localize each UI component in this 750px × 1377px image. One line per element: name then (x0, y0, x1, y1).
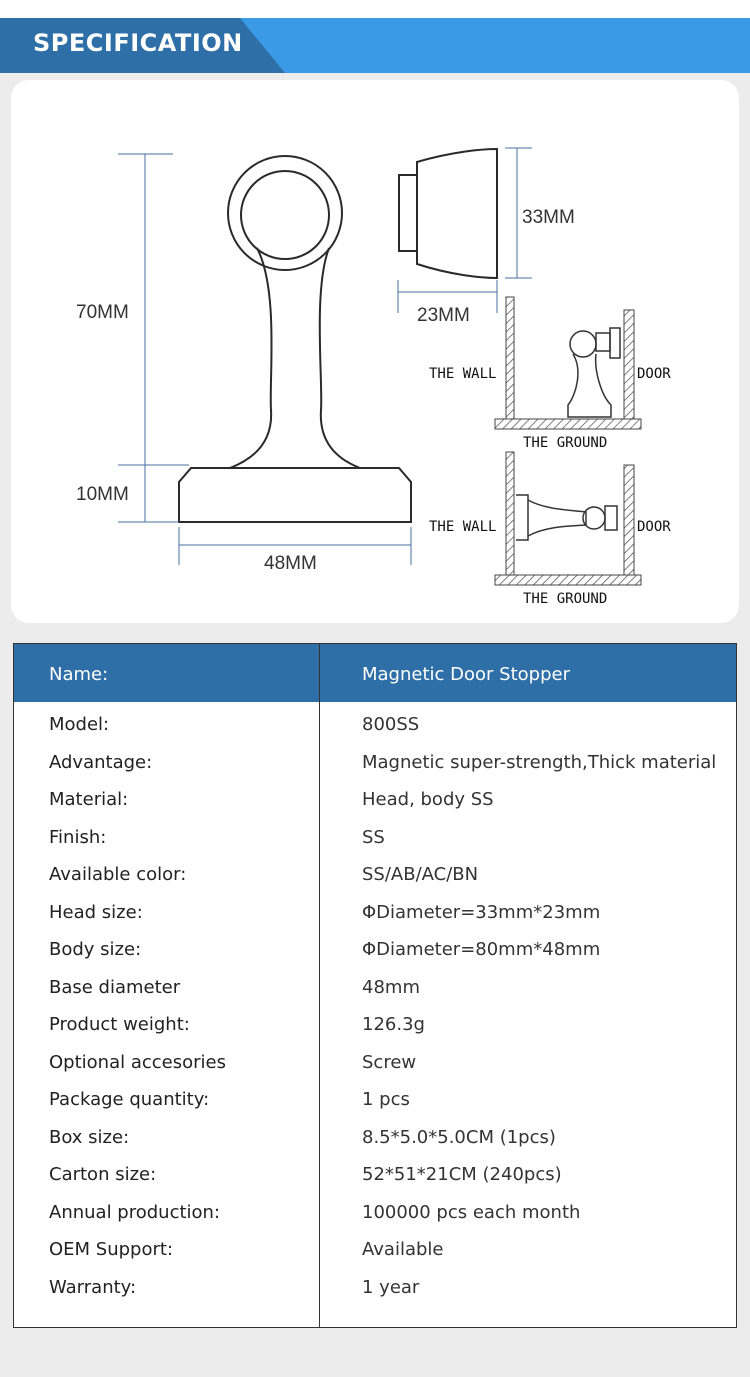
row-key: OEM Support: (49, 1239, 174, 1260)
row-value: 1 year (362, 1277, 420, 1298)
install2-ground-label: THE GROUND (523, 591, 608, 607)
row-key: Material: (49, 789, 129, 810)
ground-hatch-2 (495, 575, 641, 585)
install1-door-label: DOOR (637, 366, 671, 382)
table-row (14, 781, 736, 818)
table-row (14, 744, 736, 781)
dim-base-width-label: 48MM (264, 553, 317, 574)
table-row (14, 1006, 736, 1043)
top-strip (0, 0, 750, 18)
table-row (14, 1044, 736, 1081)
table-row (14, 819, 736, 856)
ground-hatch (495, 419, 641, 429)
row-key: Available color: (49, 864, 187, 885)
row-key: Advantage: (49, 752, 153, 773)
door-hatch-2 (624, 465, 634, 575)
stopper-head-inner (241, 171, 329, 259)
table-row (14, 856, 736, 893)
table-row (14, 931, 736, 968)
header-value: Magnetic Door Stopper (362, 664, 570, 685)
row-key: Base diameter (49, 977, 181, 998)
section-banner (0, 18, 750, 73)
table-row (14, 969, 736, 1006)
row-key: Model: (49, 714, 110, 735)
stopper-body (230, 248, 360, 468)
row-key: Body size: (49, 939, 142, 960)
row-key: Finish: (49, 827, 107, 848)
row-value: Screw (362, 1052, 417, 1073)
install2-door-label: DOOR (637, 519, 671, 535)
dim-base-height-label: 10MM (76, 484, 129, 505)
spec-table (13, 643, 737, 1328)
spec-table-header (14, 644, 736, 702)
row-value: 100000 pcs each month (362, 1202, 581, 1223)
dimension-diagram (11, 80, 739, 623)
row-key: Package quantity: (49, 1089, 210, 1110)
diagram-svg (11, 80, 739, 623)
stopper-front-view (179, 156, 411, 522)
head-magnet (417, 149, 497, 278)
table-row (14, 706, 736, 743)
table-row (14, 1194, 736, 1231)
wall-hatch-2 (506, 452, 514, 575)
install2-wall-label: THE WALL (429, 519, 497, 535)
head-mount-plate (399, 175, 417, 251)
dimension-lines (118, 148, 532, 565)
table-row (14, 1156, 736, 1193)
row-value: ΦDiameter=80mm*48mm (362, 939, 601, 960)
table-row (14, 1231, 736, 1268)
table-row (14, 1119, 736, 1156)
install1-wall-label: THE WALL (429, 366, 497, 382)
banner-title: SPECIFICATION (33, 29, 243, 57)
row-value: 52*51*21CM (240pcs) (362, 1164, 562, 1185)
wall-hatch (506, 297, 514, 419)
row-key: Product weight: (49, 1014, 190, 1035)
dim-head-height-label: 33MM (522, 207, 575, 228)
install-wall-mount (429, 452, 671, 607)
header-key: Name: (49, 664, 109, 685)
row-value: SS (362, 827, 385, 848)
row-key: Head size: (49, 902, 143, 923)
row-key: Annual production: (49, 1202, 221, 1223)
door-hatch (624, 310, 634, 419)
table-row (14, 1081, 736, 1118)
install1-ground-label: THE GROUND (523, 435, 608, 451)
row-key: Optional accesories (49, 1052, 226, 1073)
row-value: SS/AB/AC/BN (362, 864, 479, 885)
row-value: 1 pcs (362, 1089, 410, 1110)
row-key: Carton size: (49, 1164, 157, 1185)
dim-head-width-label: 23MM (417, 305, 470, 326)
row-key: Box size: (49, 1127, 130, 1148)
row-value: Available (362, 1239, 444, 1260)
dim-height-label: 70MM (76, 302, 129, 323)
row-value: Magnetic super-strength,Thick material (362, 752, 717, 773)
row-value: 126.3g (362, 1014, 425, 1035)
head-side-view (399, 149, 497, 278)
row-value: Head, body SS (362, 789, 494, 810)
row-value: 48mm (362, 977, 420, 998)
row-value: 8.5*5.0*5.0CM (1pcs) (362, 1127, 556, 1148)
table-row (14, 1269, 736, 1306)
table-row (14, 894, 736, 931)
row-key: Warranty: (49, 1277, 137, 1298)
stopper-head-outer (228, 156, 342, 270)
row-value: ΦDiameter=33mm*23mm (362, 902, 601, 923)
row-value: 800SS (362, 714, 420, 735)
stopper-base (179, 468, 411, 522)
